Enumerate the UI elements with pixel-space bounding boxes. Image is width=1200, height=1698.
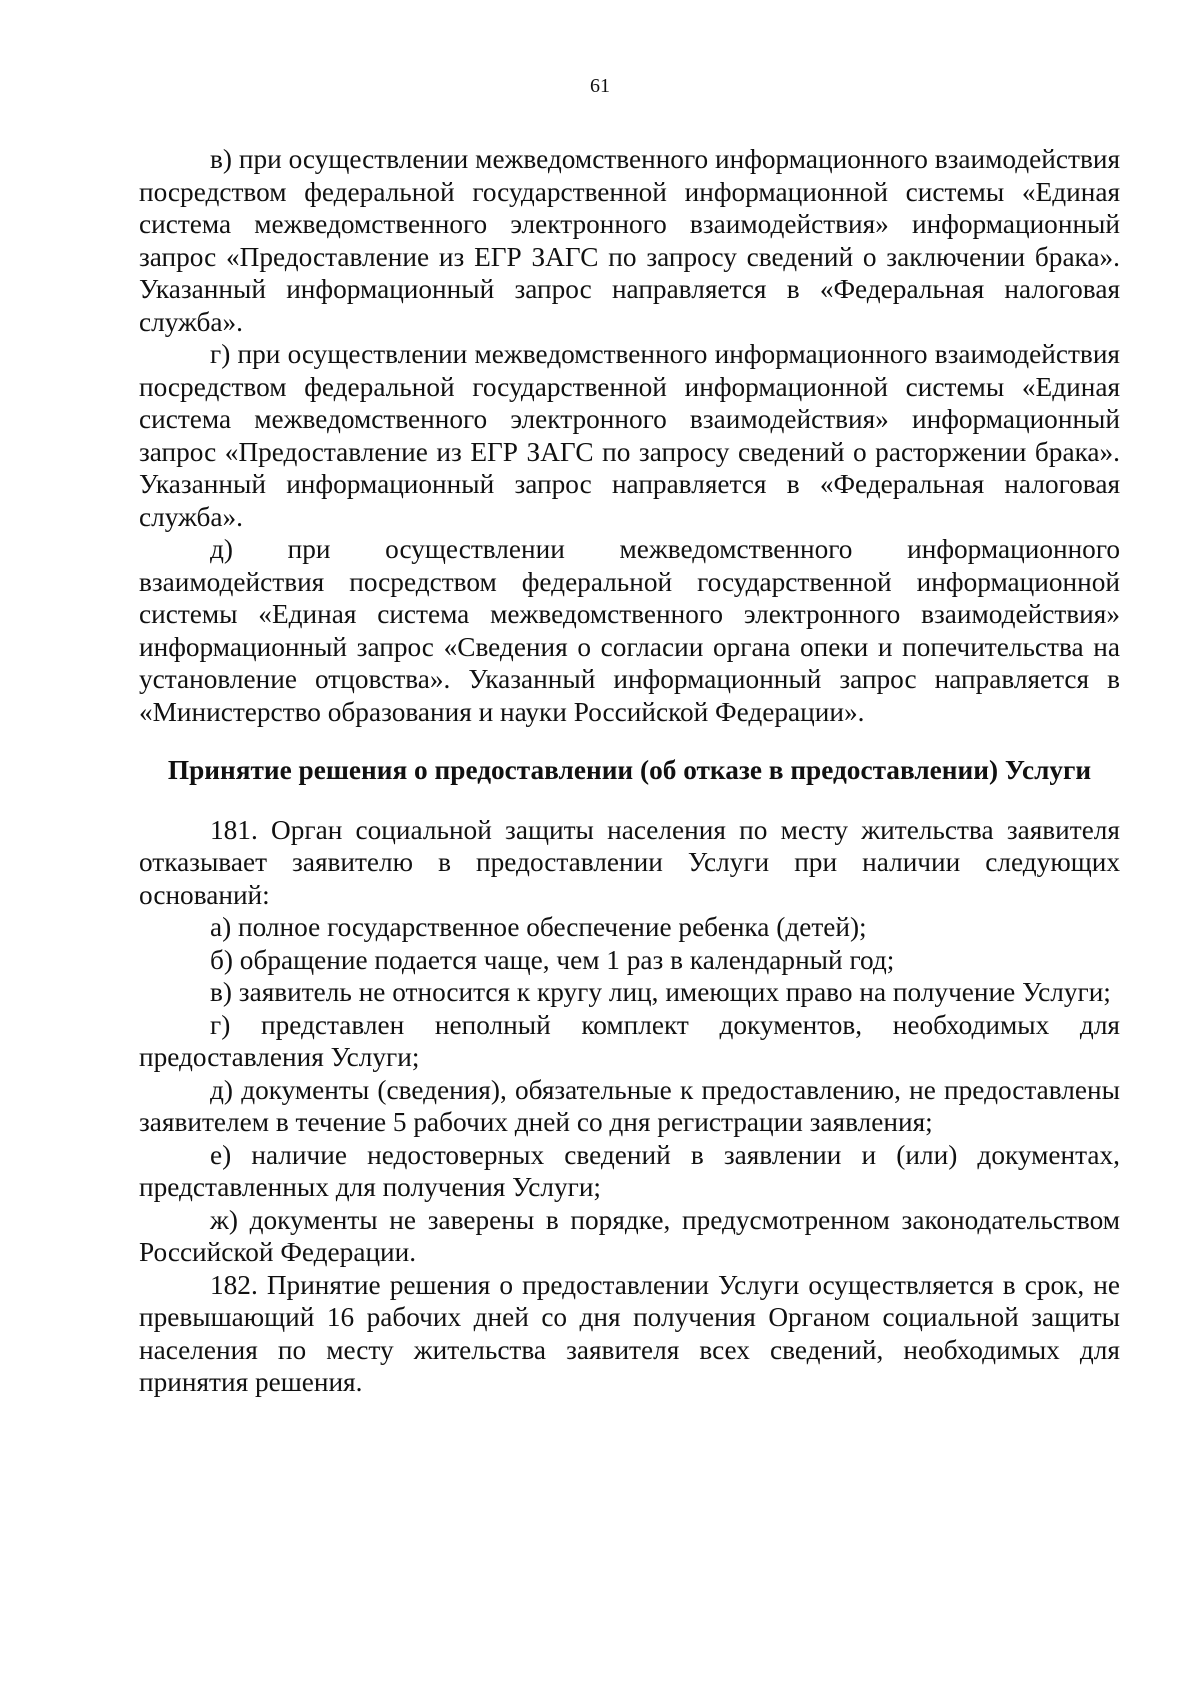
list-item-d: д) документы (сведения), обязательные к предоставлению, не предоставлены заявителем в течение 5 рабочих дней со дня регистрации заявления; (139, 1074, 1120, 1137)
list-item-zh: ж) документы не заверены в порядке, предусмотренном законодательством Российской Федерации. (139, 1204, 1120, 1267)
list-item-e: е) наличие недостоверных сведений в заявлении и (или) документах, представленных для получения Услуги; (139, 1139, 1120, 1202)
paragraph-v: в) при осуществлении межведомственного информационного взаимодействия посредством федеральной государственной информационной системы «Единая система межведомственного электронного взаимодействия» информационный запрос «Предоставление из ЕГР ЗАГС по запросу сведений о заключении брака». Указанный информационный запрос направляется в «Федеральная налоговая служба». (139, 144, 1120, 337)
list-item-a: а) полное государственное обеспечение ребенка (детей); (210, 912, 867, 942)
paragraph-d: д) при осуществлении межведомственного информационного взаимодействия посредством федеральной государственной информационной системы «Единая система межведомственного электронного взаимодействия» информационный запрос «Сведения о согласии органа опеки и попечительства на установление отцовства». Указанный информационный запрос направляется в «Министерство образования и науки Российской Федерации». (139, 534, 1120, 727)
list-item-g: г) представлен неполный комплект документов, необходимых для предоставления Услуги; (139, 1009, 1120, 1072)
document-body (139, 143, 1120, 1399)
paragraph-181: 181. Орган социальной защиты населения по месту жительства заявителя отказывает заявителю в предоставлении Услуги при наличии следующих оснований: (139, 814, 1120, 910)
page-number: 61 (590, 75, 610, 97)
list-item-b: б) обращение подается чаще, чем 1 раз в календарный год; (210, 944, 895, 975)
paragraph-182: 182. Принятие решения о предоставлении Услуги осуществляется в срок, не превышающий 16 рабочих дней со дня получения Органом социальной защиты населения по месту жительства заявителя всех сведений, необходимых для принятия решения. (139, 1269, 1120, 1397)
list-item-v: в) заявитель не относится к кругу лиц, имеющих право на получение Услуги; (210, 977, 1111, 1007)
paragraph-g: г) при осуществлении межведомственного информационного взаимодействия посредством федеральной государственной информационной системы «Единая система межведомственного электронного взаимодействия» информационный запрос «Предоставление из ЕГР ЗАГС по запросу сведений о расторжении брака». Указанный информационный запрос направляется в «Федеральная налоговая служба». (139, 339, 1120, 532)
section-heading: Принятие решения о предоставлении (об отказе в предоставлении) Услуги (167, 755, 1092, 785)
